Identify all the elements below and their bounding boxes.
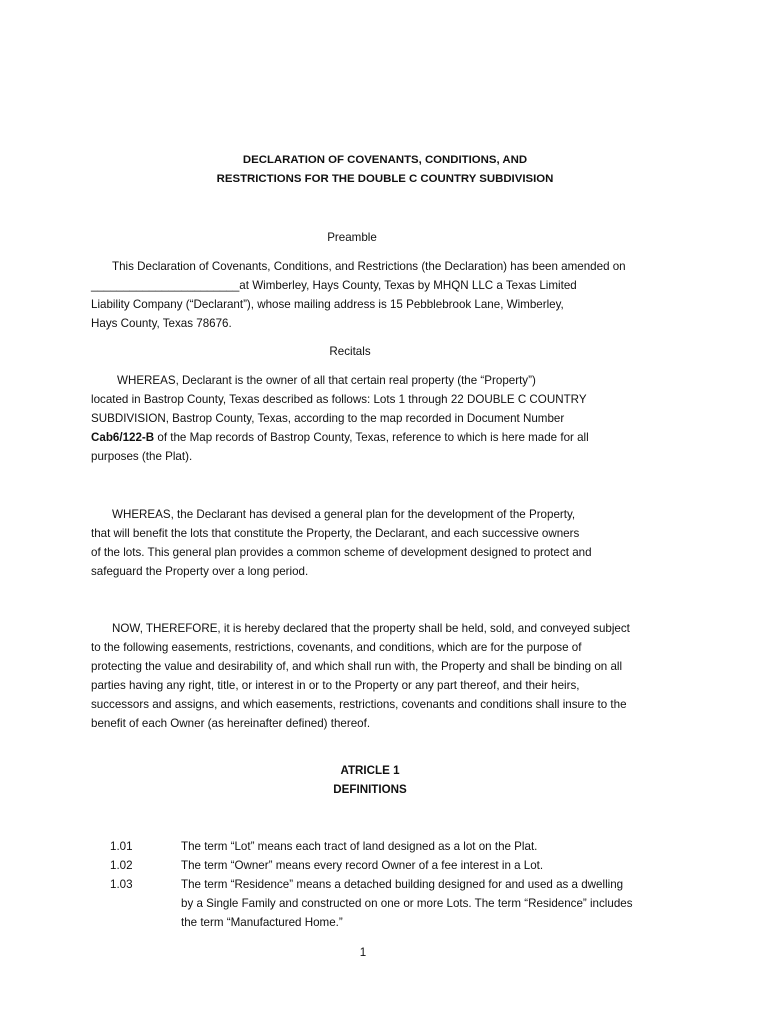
recital-line: located in Bastrop County, Texas described as follows: Lots 1 through 22 DOUBLE C COUNTRY (91, 393, 587, 406)
definition-text: The term “Lot” means each tract of land designed as a lot on the Plat. (181, 840, 538, 853)
recital-line-rest: of the Map records of Bastrop County, Texas, reference to which is here made for all (154, 431, 589, 444)
definition-number: 1.01 (110, 840, 133, 853)
preamble-line: This Declaration of Covenants, Conditions, and Restrictions (the Declaration) has been amended on (112, 260, 626, 273)
article-subheading: DEFINITIONS (333, 783, 407, 796)
preamble-line: Hays County, Texas 78676. (91, 317, 232, 330)
definition-text: The term “Residence” means a detached building designed for and used as a dwelling (181, 878, 624, 891)
recital-line: WHEREAS, the Declarant has devised a general plan for the development of the Property, (112, 508, 576, 521)
preamble-line: _______________________at Wimberley, Hays County, Texas by MHQN LLC a Texas Limited (91, 279, 577, 292)
recital-line-document-number (91, 428, 589, 447)
title-line-2: RESTRICTIONS FOR THE DOUBLE C COUNTRY SUBDIVISION (216, 173, 554, 185)
recitals-heading: Recitals (329, 345, 371, 358)
recital-line: purposes (the Plat). (91, 450, 193, 463)
recital-line: parties having any right, title, or interest in or to the Property or any part thereof, and their heirs, (91, 679, 580, 692)
definition-text: the term “Manufactured Home.” (181, 916, 343, 929)
recital-line: benefit of each Owner (as hereinafter defined) thereof. (91, 717, 371, 730)
recital-line: protecting the value and desirability of, and which shall run with, the Property and shall be binding on all (91, 660, 623, 673)
preamble-line: Liability Company (“Declarant”), whose mailing address is 15 Pebblebrook Lane, Wimberley, (91, 298, 564, 311)
recital-line: safeguard the Property over a long period. (91, 565, 309, 578)
definition-text: The term “Owner” means every record Owner of a fee interest in a Lot. (181, 859, 544, 872)
recital-line: SUBDIVISION, Bastrop County, Texas, according to the map recorded in Document Number (91, 412, 565, 425)
definition-number: 1.02 (110, 859, 133, 872)
preamble-heading: Preamble (327, 231, 377, 244)
definition-number: 1.03 (110, 878, 133, 891)
article-heading: ATRICLE 1 (340, 764, 400, 777)
recital-line: WHEREAS, Declarant is the owner of all that certain real property (the “Property”) (117, 374, 536, 387)
definition-text: by a Single Family and constructed on one or more Lots. The term “Residence” includes (181, 897, 633, 910)
recital-line: of the lots. This general plan provides a common scheme of development designed to protect and (91, 546, 592, 559)
recital-line: successors and assigns, and which easements, restrictions, covenants and conditions shall insure to the (91, 698, 627, 711)
page-number: 1 (359, 946, 367, 959)
recital-line: NOW, THEREFORE, it is hereby declared that the property shall be held, sold, and conveyed subject (112, 622, 630, 635)
title-line-1: DECLARATION OF COVENANTS, CONDITIONS, AND (242, 154, 528, 166)
recital-line: to the following easements, restrictions, covenants, and conditions, which are for the purpose of (91, 641, 582, 654)
recital-line: that will benefit the lots that constitute the Property, the Declarant, and each successive owners (91, 527, 580, 540)
document-number: Cab6/122-B (91, 431, 155, 444)
